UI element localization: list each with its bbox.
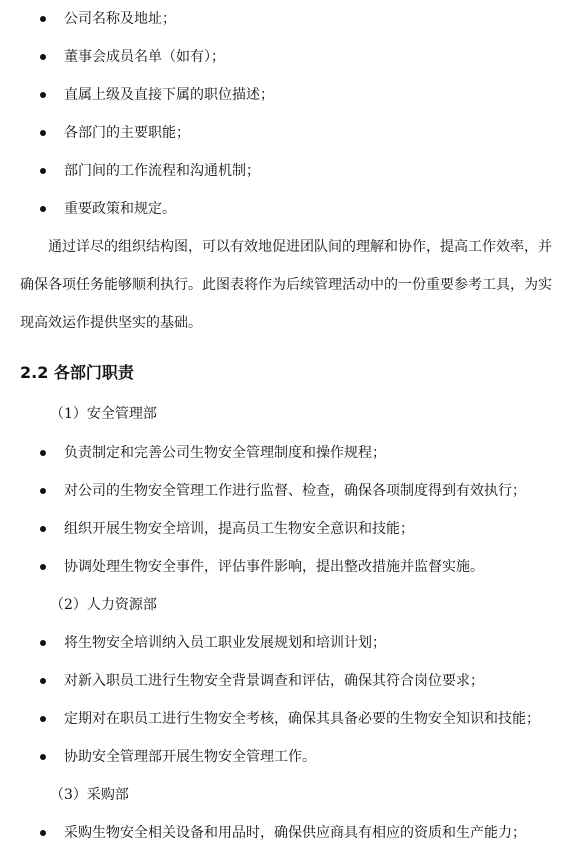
section-number: 2.2 [20,363,49,382]
list-item-text: 协调处理生物安全事件，评估事件影响，提出整改措施并监督实施。 [64,559,484,575]
list-item-text: 公司名称及地址； [64,11,176,27]
list-item-text: 协助安全管理部开展生物安全管理工作。 [64,749,316,765]
section-title: 各部门职责 [53,363,134,382]
list-item-text: 部门间的工作流程和沟通机制； [64,163,260,179]
bullet-icon [40,830,46,836]
list-item-text: 董事会成员名单（如有）； [64,49,225,65]
list-item-text: 重要政策和规定。 [64,201,176,217]
bullet-icon [40,678,46,684]
list-item-text: 将生物安全培训纳入员工职业发展规划和培训计划； [64,635,386,651]
department-heading: （1）安全管理部 [50,406,157,422]
bullet-icon [40,754,46,760]
department-heading: （2）人力资源部 [50,597,157,613]
bullet-icon [40,526,46,532]
list-item-text: 组织开展生物安全培训，提高员工生物安全意识和技能； [64,521,414,537]
bullet-icon [40,130,46,136]
bullet-icon [40,716,46,722]
bullet-icon [40,16,46,22]
list-item-text: 对新入职员工进行生物安全背景调查和评估，确保其符合岗位要求； [64,673,484,689]
bullet-icon [40,54,46,60]
bullet-icon [40,168,46,174]
paragraph-line: 现高效运作提供坚实的基础。 [20,315,202,331]
department-heading: （3）采购部 [50,787,129,803]
list-item-text: 直属上级及直接下属的职位描述； [64,87,274,103]
list-item-text: 定期对在职员工进行生物安全考核，确保其具备必要的生物安全知识和技能； [64,711,540,727]
bullet-icon [40,206,46,212]
list-item-text: 对公司的生物安全管理工作进行监督、检查，确保各项制度得到有效执行； [64,483,526,499]
bullet-icon [40,564,46,570]
paragraph-line: 确保各项任务能够顺利执行。此图表将作为后续管理活动中的一份重要参考工具，为实 [20,277,552,293]
bullet-icon [40,640,46,646]
bullet-icon [40,92,46,98]
list-item-text: 采购生物安全相关设备和用品时，确保供应商具有相应的资质和生产能力； [64,825,526,841]
section-heading [20,362,134,384]
bullet-icon [40,488,46,494]
bullet-icon [40,450,46,456]
list-item-text: 各部门的主要职能； [64,125,190,141]
paragraph-line: 通过详尽的组织结构图，可以有效地促进团队间的理解和协作，提高工作效率，并 [48,239,552,255]
list-item-text: 负责制定和完善公司生物安全管理制度和操作规程； [64,445,386,461]
